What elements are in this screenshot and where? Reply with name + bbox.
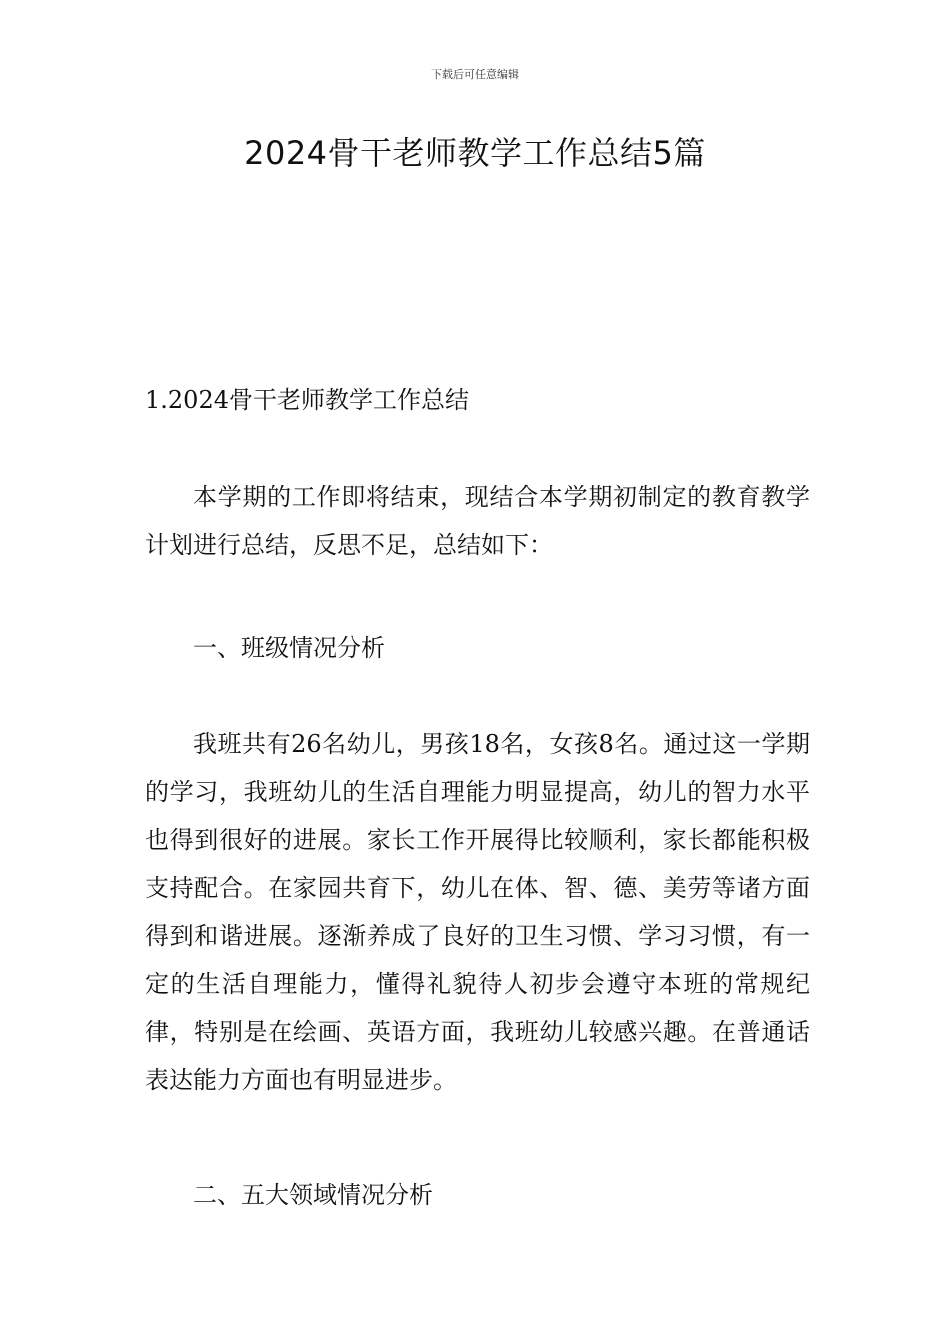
class-analysis-paragraph: 我班共有26名幼儿，男孩18名，女孩8名。通过这一学期的学习，我班幼儿的生活自理能力明显提高，幼儿的智力水平也得到很好的进展。家长工作开展得比较顺利，家长都能积极支持配合。在家园共育下，幼儿在体、智、德、美劳等诸方面得到和谐进展。逐渐养成了良好的卫生习惯、学习习惯，有一定的生活自理能力，懂得礼貌待人初步会遵守本班的常规纪律，特别是在绘画、英语方面，我班幼儿较感兴趣。在普通话表达能力方面也有明显进步。 [145,730,810,1094]
section-heading-class-analysis: 一、班级情况分析 [193,634,385,662]
header-note: 下载后可任意编辑 [431,68,519,81]
article-heading: 1.2024骨干老师教学工作总结 [145,386,469,414]
document-title: 2024骨干老师教学工作总结5篇 [244,134,706,172]
intro-paragraph: 本学期的工作即将结束，现结合本学期初制定的教育教学计划进行总结，反思不足，总结如下： [145,483,810,559]
section-heading-five-domains: 二、五大领域情况分析 [193,1181,433,1209]
